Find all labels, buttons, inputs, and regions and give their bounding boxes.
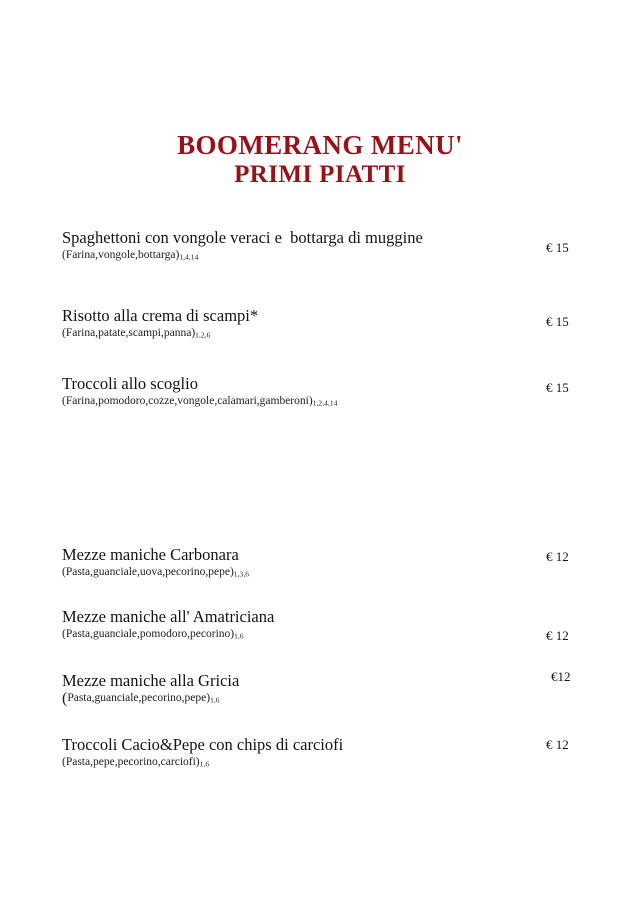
- menu-item-description: [62, 395, 462, 409]
- menu-item-name: Troccoli allo scoglio: [62, 374, 198, 393]
- menu-item-text: [62, 671, 462, 706]
- menu-item: [62, 306, 582, 374]
- menu-item-price: € 12: [546, 549, 569, 564]
- menu-item-price: € 15: [546, 314, 569, 329]
- menu-item-text: [62, 607, 462, 642]
- menu-item-price: € 15: [546, 380, 569, 395]
- menu-item-description: [62, 756, 462, 770]
- menu-item-price: € 15: [546, 240, 569, 255]
- menu-item-allergens: 1,2,6: [195, 330, 211, 340]
- menu-section-pasta: [62, 545, 582, 791]
- menu-item-text: [62, 545, 462, 580]
- menu-item-ingredients: (Pasta,guanciale,uova,pecorino,pepe): [62, 566, 234, 579]
- menu-item-text: [62, 374, 462, 409]
- menu-item-ingredients: (Farina,vongole,bottarga): [62, 249, 180, 262]
- menu-item: [62, 735, 582, 791]
- menu-item-price: €12: [551, 669, 571, 684]
- menu-item-name: Mezze maniche all' Amatriciana: [62, 607, 275, 626]
- menu-header: [0, 130, 640, 189]
- menu-item-description: [62, 692, 462, 706]
- menu-item-description: [62, 628, 462, 642]
- menu-item-ingredients: (Pasta,guanciale,pomodoro,pecorino): [62, 628, 235, 641]
- menu-item-allergens: 1,6: [199, 759, 210, 769]
- menu-item-description: [62, 327, 462, 341]
- menu-item-price: € 12: [546, 737, 569, 752]
- menu-item-allergens: 1,3,6: [233, 569, 250, 579]
- menu-item: [62, 607, 582, 671]
- menu-title-primary: BOOMERANG MENU': [177, 130, 463, 160]
- menu-item-ingredients: (Farina,patate,scampi,panna): [62, 327, 196, 340]
- menu-item-ingredients: Pasta,guanciale,pecorino,pepe): [67, 692, 211, 705]
- menu-item: [62, 671, 582, 735]
- menu-item-name: Mezze maniche alla Gricia: [62, 671, 240, 690]
- menu-item-text: [62, 735, 462, 770]
- menu-title-secondary: PRIMI PIATTI: [234, 161, 406, 189]
- menu-item-allergens: 1,2,4,14: [312, 398, 338, 408]
- menu-item-allergens: 1,4,14: [179, 252, 199, 262]
- menu-item-name: Troccoli Cacio&Pepe con chips di carciofi: [62, 735, 344, 754]
- menu-item: [62, 228, 582, 306]
- menu-item-price: € 12: [546, 628, 569, 643]
- menu-item-text: [62, 306, 462, 341]
- menu-item-name: Mezze maniche Carbonara: [62, 545, 239, 564]
- menu-item-allergens: 1,6: [234, 631, 244, 641]
- menu-item-allergens: 1,6: [210, 695, 220, 705]
- menu-item-name: Spaghettoni con vongole veraci e bottarga di muggine: [62, 228, 423, 247]
- menu-item: [62, 545, 582, 607]
- menu-item-open-paren: (: [62, 690, 68, 708]
- menu-item-description: [62, 566, 462, 580]
- menu-item-text: [62, 228, 462, 263]
- menu-item-description: [62, 249, 462, 263]
- menu-item: [62, 374, 582, 434]
- menu-item-name: Risotto alla crema di scampi*: [62, 306, 259, 325]
- menu-section-seafood: [62, 228, 582, 434]
- menu-item-ingredients: (Pasta,pepe,pecorino,carciofi): [62, 756, 200, 769]
- menu-item-ingredients: (Farina,pomodoro,cozze,vongole,calamari,gamberoni): [62, 395, 313, 408]
